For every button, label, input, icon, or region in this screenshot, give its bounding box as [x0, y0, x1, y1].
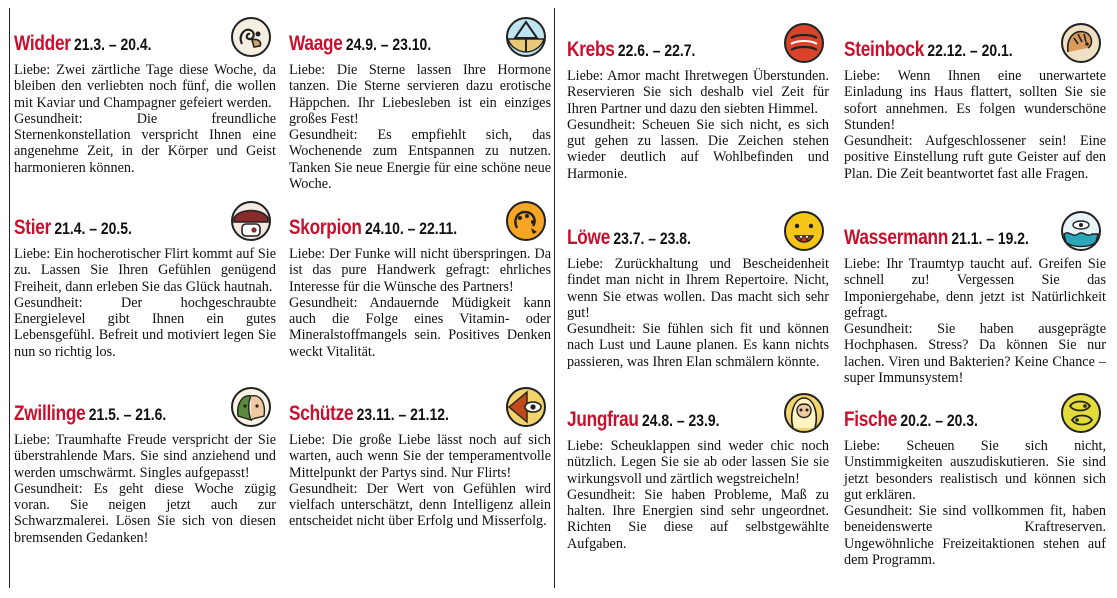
sign-header: [14, 384, 276, 430]
sign-dates: 20.2. – 20.3.: [900, 411, 978, 430]
sign-title: [567, 38, 695, 62]
sign-dates: 23.11. – 21.12.: [356, 405, 449, 424]
sign-header: [14, 198, 276, 244]
column-divider: [9, 8, 10, 588]
sign-title: [14, 402, 166, 426]
sign-dates: 21.1. – 19.2.: [951, 229, 1029, 248]
ram-icon: [230, 16, 272, 58]
sign-name: Skorpion: [289, 216, 362, 239]
love-text: Liebe: Amor macht Ihretwegen Überstunden. Reservieren Sie sich deshalb viel Zeit für Ihren Partner und dazu den siebten Himmel.: [567, 68, 829, 117]
sign-title: [289, 32, 431, 56]
love-text: Liebe: Die Sterne lassen Ihre Hormone tanzen. Die Sterne servieren dazu erotische Häppchen. Ihr Liebesleben ist ein einziges großes Fest!: [289, 62, 551, 127]
health-text: Gesundheit: Es geht diese Woche zügig voran. Sie neigen jetzt auch zur Schwarzmalerei. Lösen Sie sich von diesen bremsenden Gedanken!: [14, 480, 276, 546]
sign-name: Wassermann: [844, 226, 949, 249]
sign-name: Jungfrau: [567, 408, 639, 431]
sign-name: Löwe: [567, 226, 611, 249]
sign-dates: 21.5. – 21.6.: [88, 405, 167, 424]
love-text: Liebe: Scheuklappen sind weder chic noch nützlich. Legen Sie sie ab oder lassen Sie sie wirkungsvoll und zärtlich wegstreicheln!: [567, 438, 829, 487]
lion-icon: [783, 210, 825, 252]
horoscope-loewe: [567, 208, 829, 370]
sign-name: Zwillinge: [14, 402, 86, 425]
health-text: Gesundheit: Sie fühlen sich fit und können nach Lust und Laune planen. Es kann nichts passieren, was Ihren Elan schmälern könnte.: [567, 321, 829, 370]
sign-dates: 24.10. – 22.11.: [364, 219, 458, 238]
sign-title: [14, 216, 132, 240]
love-text: Liebe: Ein hocherotischer Flirt kommt auf Sie zu. Lassen Sie Ihren Gefühlen genügend Freiheit, dann erleben Sie das Glück hautnah.: [14, 246, 276, 295]
column-divider: [554, 8, 555, 588]
health-text: Gesundheit: Sie haben ausgeprägte Hochphasen. Stress? Da können Sie nur lachen. Viren und Bakterien? Keine Chance – super Immunsystem!: [844, 321, 1106, 387]
sign-title: [567, 408, 719, 432]
sign-header: [289, 14, 551, 60]
sign-text: [567, 68, 829, 182]
love-text: Liebe: Wenn Ihnen eine unerwartete Einladung ins Haus flattert, sollten Sie sie sofort annehmen. Es folgen wunderschöne Stunden!: [844, 68, 1106, 133]
horoscope-jungfrau: [567, 390, 829, 552]
sign-text: [567, 438, 829, 552]
horoscope-krebs: [567, 20, 829, 182]
sign-text: [289, 62, 551, 192]
sign-title: [289, 402, 449, 426]
love-text: Liebe: Der Funke will nicht überspringen. Da ist das pure Handwerk gefragt: ehrliches Interesse für die Wünsche des Partners!: [289, 246, 551, 295]
horoscope-widder: [14, 14, 276, 176]
sign-dates: 21.3. – 20.4.: [74, 35, 152, 54]
sign-title: [844, 226, 1029, 250]
fish-icon: [1060, 392, 1102, 434]
sign-name: Fische: [844, 408, 898, 431]
love-text: Liebe: Zurückhaltung und Bescheidenheit findet man nicht in Ihrem Repertoire. Nicht, wenn Sie etwas wollen. Das macht sich sehr gut!: [567, 256, 829, 321]
sign-header: [844, 20, 1106, 66]
scales-icon: [505, 16, 547, 58]
sign-dates: 24.8. – 23.9.: [641, 411, 720, 430]
horoscope-skorpion: [289, 198, 551, 360]
sign-text: [14, 246, 276, 360]
love-text: Liebe: Zwei zärtliche Tage diese Woche, da bleiben den verliebten noch fünf, die wollen mit Kaviar und Champagner gefeiert werden.: [14, 62, 276, 111]
sign-text: [844, 68, 1106, 182]
archer-icon: [505, 386, 547, 428]
capricorn-icon: [1060, 22, 1102, 64]
sign-header: [289, 198, 551, 244]
horoscope-fische: [844, 390, 1106, 568]
crab-icon: [783, 22, 825, 64]
sign-text: [844, 438, 1106, 568]
twins-icon: [230, 386, 272, 428]
health-text: Gesundheit: Es empfiehlt sich, das Wochenende zum Entspannen zu nutzen. Tanken Sie neue Energie für eine schöne neue Woche.: [289, 127, 551, 193]
sign-header: [567, 208, 829, 254]
sign-header: [844, 390, 1106, 436]
health-text: Gesundheit: Sie haben Probleme, Maß zu halten. Ihre Energien sind sehr ungeordnet. Richten Sie diese auf selbstgewählte Aufgaben.: [567, 486, 829, 552]
health-text: Gesundheit: Der Wert von Gefühlen wird vielfach unterschätzt, denn Intelligenz allein entscheidet nicht über Erfolg und Misserfolg.: [289, 480, 551, 530]
love-text: Liebe: Traumhafte Freude verspricht der Sie überstrahlende Mars. Sie sind anziehend und werden umschwärmt. Singles aufgepasst!: [14, 432, 276, 481]
horoscope-steinbock: [844, 20, 1106, 182]
sign-dates: 22.12. – 20.1.: [927, 41, 1013, 60]
health-text: Gesundheit: Aufgeschlossener sein! Eine positive Einstellung ruft gute Geister auf den Plan. Die Zeit beantwortet fast alle Fragen.: [844, 133, 1106, 182]
sign-title: [14, 32, 152, 56]
health-text: Gesundheit: Andauernde Müdigkeit kann auch die Folge eines Vitamin- oder Mineralstoffmangels sein. Positives Denken weckt Vitalität.: [289, 294, 551, 360]
sign-name: Waage: [289, 32, 343, 55]
sign-header: [567, 390, 829, 436]
sign-name: Widder: [14, 32, 71, 55]
sign-dates: 24.9. – 23.10.: [345, 35, 432, 54]
sign-title: [844, 38, 1013, 62]
sign-text: [567, 256, 829, 370]
scorpion-icon: [505, 200, 547, 242]
sign-header: [14, 14, 276, 60]
health-text: Gesundheit: Sie sind vollkommen fit, haben beneidenswerte Kraftreserven. Ungewöhnliche Freizeitaktionen stehen auf dem Programm.: [844, 503, 1106, 569]
aquarius-icon: [1060, 210, 1102, 252]
sign-dates: 23.7. – 23.8.: [613, 229, 691, 248]
love-text: Liebe: Ihr Traumtyp taucht auf. Greifen Sie schnell zu! Vergessen Sie das Imponiergehabe, denn jetzt ist Natürlichkeit gefragt.: [844, 256, 1106, 321]
sign-text: [14, 432, 276, 546]
sign-name: Schütze: [289, 402, 354, 425]
sign-text: [844, 256, 1106, 386]
sign-text: [289, 432, 551, 530]
sign-title: [289, 216, 457, 240]
love-text: Liebe: Die große Liebe lässt noch auf sich warten, auch wenn Sie der temperamentvolle Mittelpunkt der Partys sind. Nur Flirts!: [289, 432, 551, 481]
horoscope-stier: [14, 198, 276, 360]
sign-text: [14, 62, 276, 176]
health-text: Gesundheit: Die freundliche Sternenkonstellation verspricht Ihnen eine angenehme Zeit, in der Körper und Geist harmonieren können.: [14, 110, 276, 176]
love-text: Liebe: Scheuen Sie sich nicht, Unstimmigkeiten auszudiskutieren. Sie sind jetzt besonders realistisch und können sich gut erklären.: [844, 438, 1106, 503]
sign-name: Krebs: [567, 38, 615, 61]
health-text: Gesundheit: Scheuen Sie sich nicht, es sich gut gehen zu lassen. Die Zeichen stehen wieder deutlich auf Wohlbefinden und Harmonie.: [567, 116, 829, 182]
sign-header: [844, 208, 1106, 254]
virgin-icon: [783, 392, 825, 434]
sign-dates: 21.4. – 20.5.: [54, 219, 132, 238]
health-text: Gesundheit: Der hochgeschraubte Energielevel gibt Ihnen ein gutes Lebensgefühl. Befreit und motiviert legen Sie nun so richtig los.: [14, 294, 276, 360]
sign-name: Stier: [14, 216, 52, 239]
horoscope-zwillinge: [14, 384, 276, 546]
sign-title: [567, 226, 691, 250]
bull-icon: [230, 200, 272, 242]
horoscope-wassermann: [844, 208, 1106, 386]
sign-text: [289, 246, 551, 360]
sign-dates: 22.6. – 22.7.: [617, 41, 696, 60]
sign-header: [289, 384, 551, 430]
sign-title: [844, 408, 978, 432]
sign-header: [567, 20, 829, 66]
sign-name: Steinbock: [844, 38, 925, 61]
horoscope-waage: [289, 14, 551, 192]
horoscope-schuetze: [289, 384, 551, 530]
